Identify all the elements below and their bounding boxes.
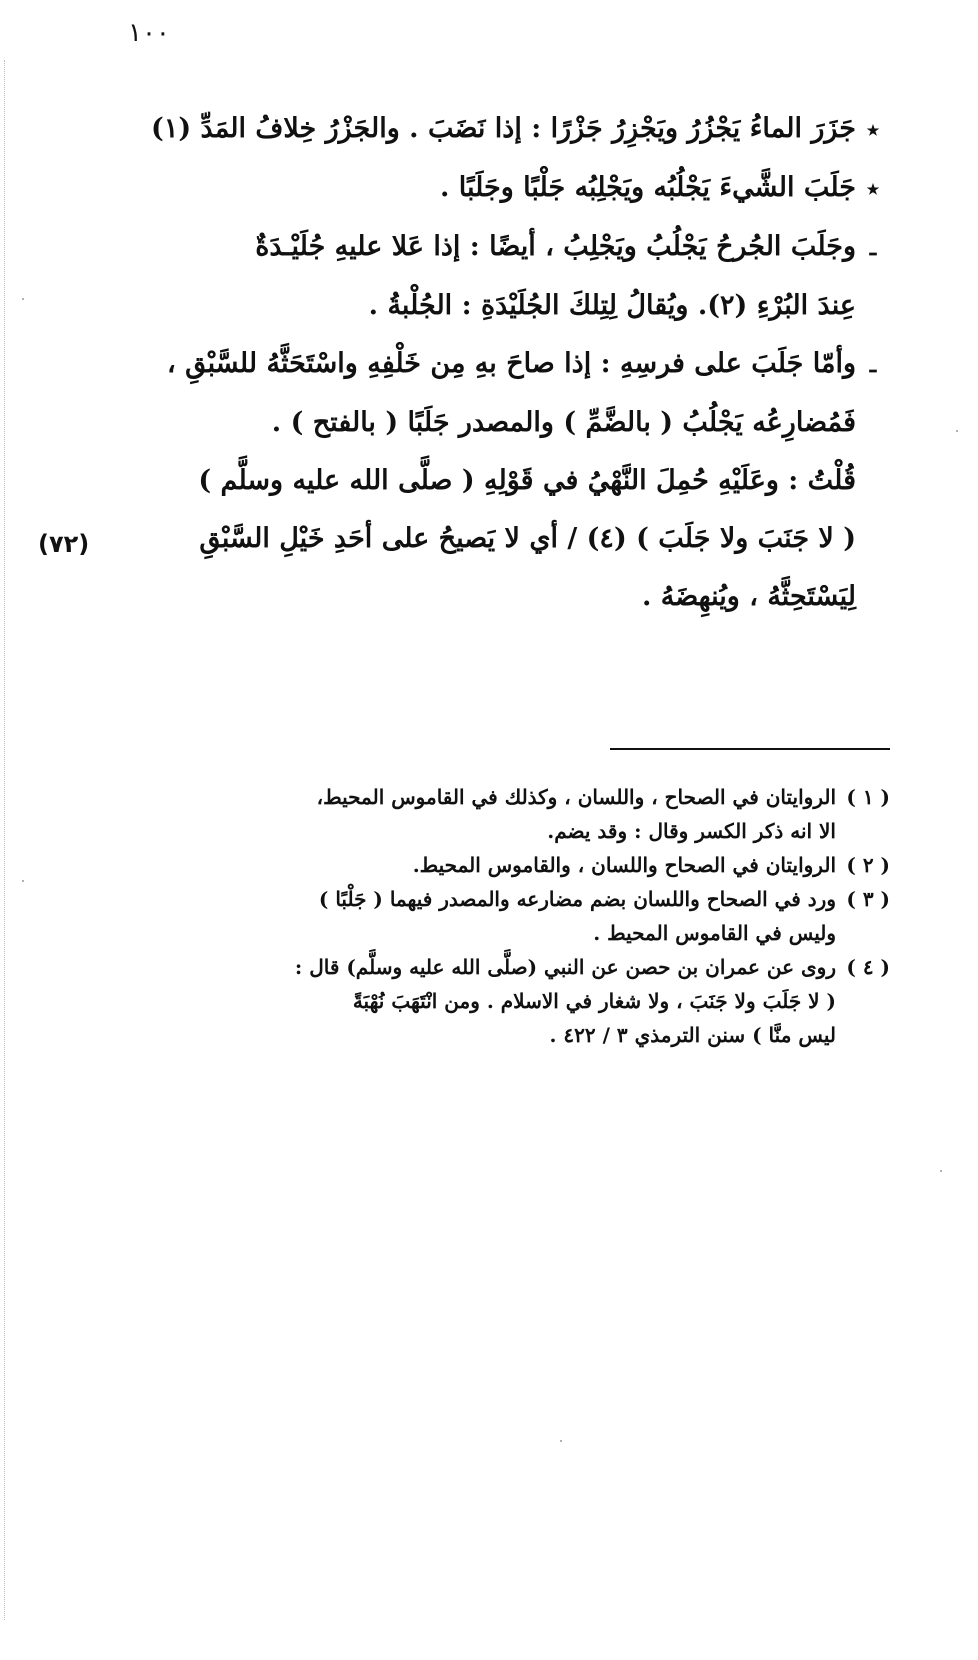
footnote-number: ( ٢ ) (846, 853, 890, 877)
margin-reference: (٧٢) (38, 530, 90, 558)
line-text: عِندَ البُرْءِ (٢). ويُقالُ لِتِلكَ الجُلَيْدَةِ : الجُلْبةُ . (368, 290, 856, 321)
text-line (150, 568, 890, 626)
scan-speck (22, 298, 24, 300)
line-text: لِيَسْتَحِثَّهُ ، ويُنهِضَهُ . (641, 581, 856, 612)
line-text: وأمّا جَلَبَ على فرسِهِ : إذا صاحَ بهِ مِن خَلْفِهِ واسْتَحَثَّهُ للسَّبْقِ ، (167, 348, 856, 379)
footnote (110, 848, 890, 882)
line-marker: ـ (869, 235, 877, 261)
text-line (150, 100, 890, 159)
scan-speck (956, 430, 958, 432)
text-line (150, 159, 890, 218)
footnote-number: ( ١ ) (846, 785, 890, 809)
footnotes (110, 780, 890, 1052)
line-text: جَزَرَ الماءُ يَجْزُرُ ويَجْزِرُ جَزْرًا : إذا نَضَبَ . والجَزْرُ خِلافُ المَدِّ (١) (151, 113, 856, 144)
footnote-divider (610, 748, 890, 750)
text-line (150, 218, 890, 277)
line-text: فَمُضارِعُه يَجْلُبُ ( بالضَّمِّ ) والمصدر جَلَبًا ( بالفتح ) . (271, 407, 856, 438)
line-marker: ٭ (867, 117, 879, 143)
scan-speck (560, 1440, 562, 1442)
text-line (150, 510, 890, 568)
footnote-line: الروايتان في الصحاح واللسان ، والقاموس المحيط. (412, 853, 836, 877)
footnote (110, 882, 890, 950)
footnote-line: ( لا جَلَبَ ولا جَنَبَ ، ولا شغار في الاسلام . ومن انْتَهَبَ نُهْبَةً (352, 989, 836, 1013)
footnote-number: ( ٤ ) (846, 955, 890, 979)
line-text: ( لا جَنَبَ ولا جَلَبَ ) (٤) / أي لا يَصيحُ على أحَدِ خَيْلِ السَّبْقِ (199, 523, 856, 554)
text-line (150, 335, 890, 394)
scan-speck (940, 1170, 942, 1172)
footnote-line: الروايتان في الصحاح ، واللسان ، وكذلك في القاموس المحيط، (316, 785, 836, 809)
line-marker: ٭ (867, 176, 879, 202)
main-text (150, 100, 890, 626)
line-marker: ـ (869, 352, 877, 378)
footnote-line: ليس منَّا ) سنن الترمذي ٣ / ٤٢٢ . (549, 1023, 836, 1047)
line-text: جَلَبَ الشَّيءَ يَجْلُبُه ويَجْلِبُه جَلْبًا وجَلَبًا . (439, 172, 856, 203)
line-text: قُلْتُ : وعَلَيْهِ حُمِلَ النَّهْيُ في قَوْلِهِ ( صلَّى الله عليه وسلَّم ) (198, 465, 856, 496)
footnote-number: ( ٣ ) (846, 887, 890, 911)
page-number: ١٠٠ (128, 18, 170, 48)
footnote (110, 780, 890, 848)
text-line (150, 277, 890, 335)
footnote-line: الا انه ذكر الكسر وقال : وقد يضم. (547, 819, 836, 843)
footnote-line: وليس في القاموس المحيط . (593, 921, 836, 945)
footnote (110, 950, 890, 1052)
footnote-line: ورد في الصحاح واللسان بضم مضارعه والمصدر فيهما ( جَلْبًا ) (318, 887, 836, 911)
line-text: وجَلَبَ الجُرحُ يَجْلُبُ ويَجْلِبُ ، أيضًا : إذا عَلا عليهِ جُلَيْـدَةٌ (255, 231, 856, 262)
scan-speck (22, 880, 24, 882)
text-line (150, 394, 890, 452)
scan-edge (4, 60, 5, 1620)
footnote-line: روى عن عمران بن حصن عن النبي (صلَّى الله عليه وسلَّم) قال : (294, 955, 836, 979)
text-line (150, 452, 890, 510)
